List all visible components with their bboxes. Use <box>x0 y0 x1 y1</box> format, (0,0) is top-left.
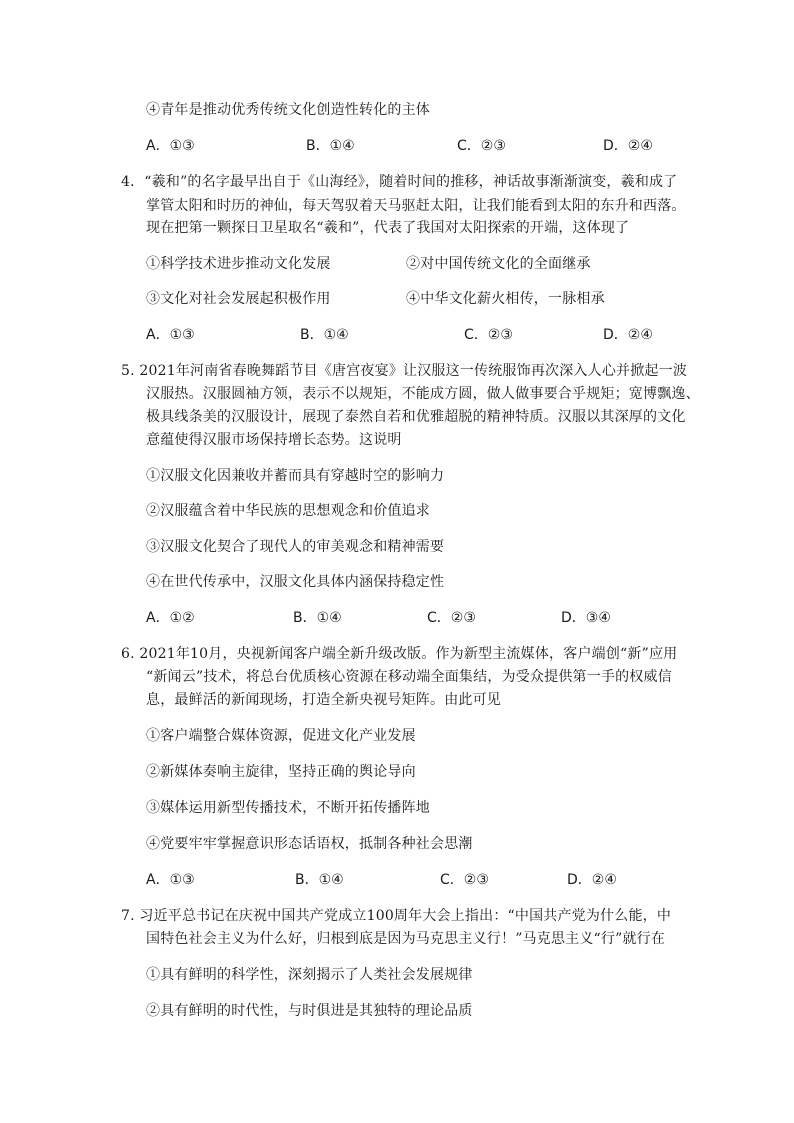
q3-option-a: A．①③ <box>146 138 195 154</box>
q6-statement-2: ②新媒体奏响主旋律，坚持正确的舆论导向 <box>146 764 416 780</box>
q6-option-c: C．②③ <box>440 872 489 888</box>
q3-option-d: D．②④ <box>603 138 653 154</box>
q3-option-b: B．①④ <box>306 138 355 154</box>
q6-stem-line-1: 6. 2021年10月，央视新闻客户端全新升级改版。作为新型主流媒体，客户端创“新”应用 <box>121 646 678 662</box>
q5-stem-line-4: 意蕴使得汉服市场保持增长态势。这说明 <box>146 432 402 448</box>
q6-option-d: D．②④ <box>567 872 617 888</box>
q6-option-b: B．①④ <box>295 872 344 888</box>
q5-stem-line-1: 5. 2021年河南省春晚舞蹈节目《唐宫夜宴》让汉服这一传统服饰再次深入人心并掀起一波 <box>121 363 688 379</box>
q6-statement-1: ①客户端整合媒体资源，促进文化产业发展 <box>146 728 416 744</box>
q5-option-a: A．①② <box>146 610 195 626</box>
q5-stem-line-2: 汉服热。汉服圆袖方领，表示不以规矩，不能成方圆，做人做事要合乎规矩；宽博飘逸、 <box>146 386 700 402</box>
q7-statement-2: ②具有鲜明的时代性，与时俱进是其独特的理论品质 <box>146 1003 473 1019</box>
q3-statement-4: ④青年是推动优秀传统文化创造性转化的主体 <box>146 102 430 118</box>
q4-statement-2: ②对中国传统文化的全面继承 <box>406 256 591 272</box>
q4-statement-1: ①科学技术进步推动文化发展 <box>146 256 331 272</box>
q4-option-b: B．①④ <box>300 327 349 343</box>
q4-option-c: C．②③ <box>464 327 513 343</box>
q5-stem-line-3: 极具线条美的汉服设计，展现了泰然自若和优雅超脱的精神特质。汉服以其深厚的文化 <box>146 409 686 425</box>
q4-statement-4: ④中华文化薪火相传，一脉相承 <box>406 291 605 307</box>
q4-stem-line-2: 掌管太阳和时历的神仙，每天驾驭着天马驱赶太阳，让我们能看到太阳的东升和西落。 <box>146 198 686 214</box>
q6-statement-3: ③媒体运用新型传播技术，不断开拓传播阵地 <box>146 800 430 816</box>
q6-stem-line-2: “新闻云”技术，将总台优质核心资源在移动端全面集结，为受众提供第一手的权威信 <box>146 669 672 685</box>
q5-statement-1: ①汉服文化因兼收并蓄而具有穿越时空的影响力 <box>146 468 445 484</box>
q3-option-c: C．②③ <box>457 138 506 154</box>
q6-statement-4: ④党要牢牢掌握意识形态话语权，抵制各种社会思潮 <box>146 836 473 852</box>
q5-statement-3: ③汉服文化契合了现代人的审美观念和精神需要 <box>146 539 445 555</box>
q4-option-a: A．①③ <box>146 327 195 343</box>
q4-stem-line-3: 现在把第一颗探日卫星取名“羲和”，代表了我国对太阳探索的开端，这体现了 <box>146 220 630 236</box>
q5-option-c: C．②③ <box>427 610 476 626</box>
q4-stem-line-1: 4．“羲和”的名字最早出自于《山海经》，随着时间的推移，神话故事渐渐演变，羲和成了 <box>121 174 678 190</box>
q7-stem-line-1: 7. 习近平总书记在庆祝中国共产党成立100周年大会上指出：“中国共产党为什么能，中 <box>121 908 672 924</box>
q4-option-d: D．②④ <box>603 327 653 343</box>
q6-option-a: A．①③ <box>146 872 195 888</box>
q7-stem-line-2: 国特色社会主义为什么好，归根到底是因为马克思主义行！”马克思主义“行”就行在 <box>146 931 666 947</box>
q6-stem-line-3: 息，最鲜活的新闻现场，打造全新央视号矩阵。由此可见 <box>146 692 501 708</box>
q5-option-d: D．③④ <box>561 610 611 626</box>
q5-statement-2: ②汉服蕴含着中华民族的思想观念和价值追求 <box>146 503 430 519</box>
q7-statement-1: ①具有鲜明的科学性，深刻揭示了人类社会发展规律 <box>146 967 473 983</box>
q4-statement-3: ③文化对社会发展起积极作用 <box>146 291 331 307</box>
q5-statement-4: ④在世代传承中，汉服文化具体内涵保持稳定性 <box>146 574 445 590</box>
q5-option-b: B．①④ <box>293 610 342 626</box>
